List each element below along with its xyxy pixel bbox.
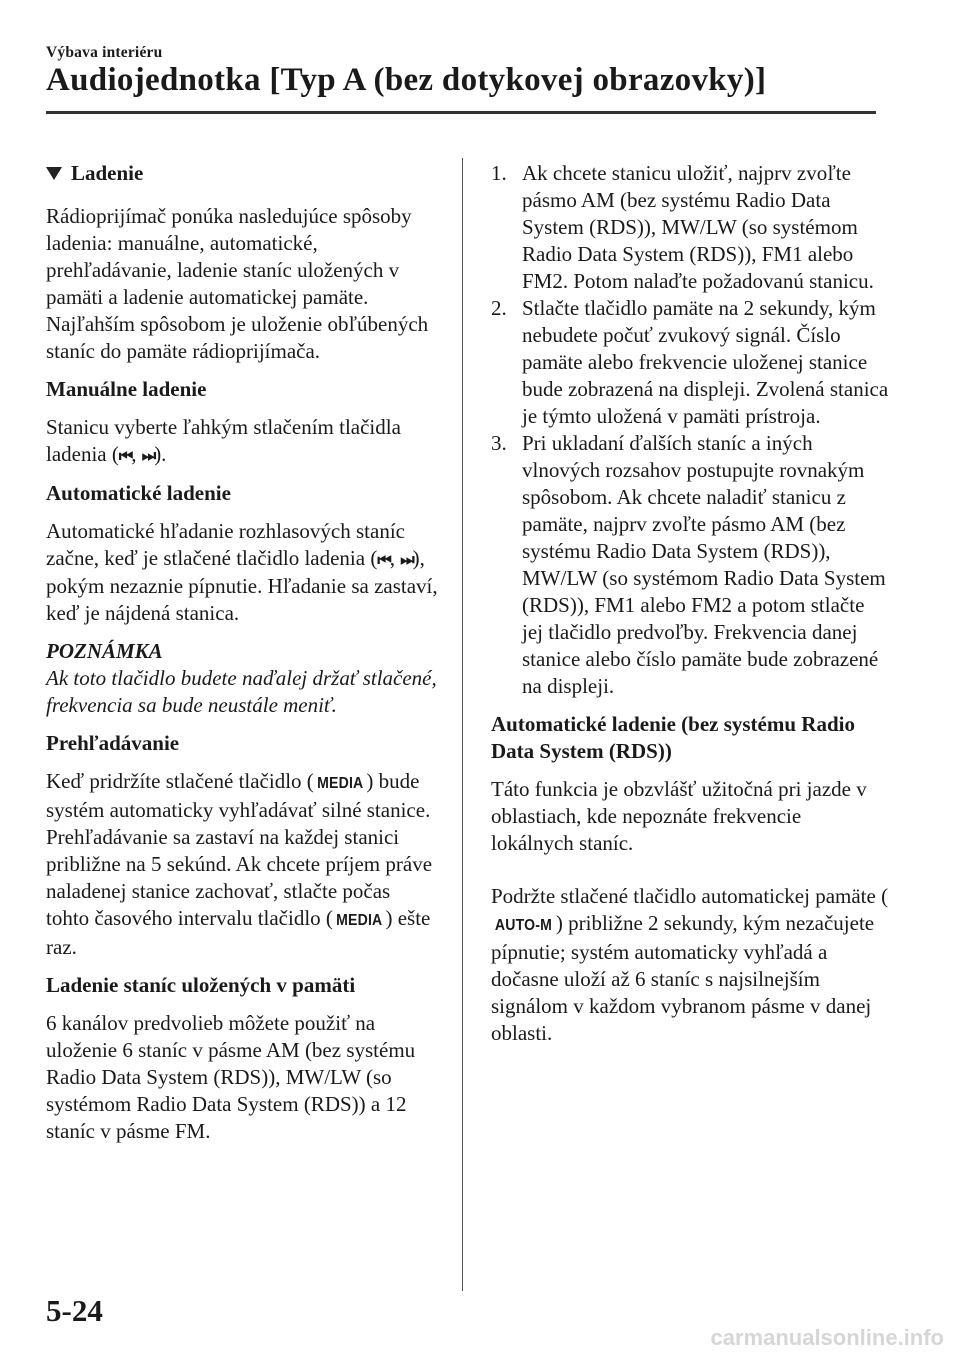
column-divider [462,158,463,1291]
down-triangle-icon [46,167,62,180]
preset-tuning-heading: Ladenie staníc uložených v pamäti [46,973,356,997]
page-title: Audiojednotka [Typ A (bez dotykovej obrazovky)] [46,62,767,98]
note-text: Ak toto tlačidlo budete naďalej držať stlačené, frekvencia sa bude neustále meniť. [46,666,437,717]
seek-tuning-paragraph: Automatické hľadanie rozhlasových staníc začne, keď je stlačené tlačidlo ladenia (⏮, ⏭), pokým nezaznie pípnutie. Hľadanie sa zastaví, keď je nájdená stanica. [46,519,438,625]
watermark: carmanualsonline.info [710,1325,944,1350]
manual-tuning-paragraph: Stanicu vyberte ľahkým stlačením tlačidla ladenia (⏮, ⏭). [46,415,401,466]
note-label: POZNÁMKA [46,639,163,663]
preset-tuning-paragraph: 6 kanálov predvolieb môžete použiť na uloženie 6 staníc v pásme AM (bez systému Radio Data System (RDS)), MW/LW (so systémom Radio Data System (RDS)) a 12 staníc v pásme FM. [46,1011,416,1143]
list-item: 1. Ak chcete stanicu uložiť, najprv zvoľte pásmo AM (bez systému Radio Data System (RDS)), MW/LW (so systémom Radio Data System (RDS)), FM1 alebo FM2. Potom nalaďte požadovanú stanicu. [491,161,874,293]
list-item: 3. Pri ukladaní ďalších staníc a iných vlnových rozsahov postupujte rovnakým spôsobom. Ak chcete naladiť stanicu z pamäte, najprv zvoľte pásmo AM (bez systému Radio Data System (RDS)), MW/LW (so systémom Radio Data System (RDS)), FM1 alebo FM2 a potom stlačte jej tlačidlo predvoľby. Frekvencia danej stanice alebo číslo pamäte bude zobrazené na displeji. [491,431,886,698]
steps-list [491,160,889,700]
media-button-label: MEDIA [336,912,383,929]
auto-memory-paragraph: Podržte stlačené tlačidlo automatickej pamäte (AUTO-M ) približne 2 sekundy, kým nezačujete pípnutie; systém automaticky vyhľadá a dočasne uloží až 6 staníc s najsilnejším signálom v každom vybranom pásme v danej oblasti. [491,884,889,1045]
skip-back-icon: ⏮ [377,550,390,569]
section-label: Výbava interiéru [46,44,163,61]
scan-paragraph: Keď pridržíte stlačené tlačidlo ( MEDIA ) bude systém automaticky vyhľadávať silné stanice. Prehľadávanie sa zastaví na každej stanici približne na 5 sekúnd. Ak chcete príjem práve naladenej stanice zachovať, stlačte počas tohto časového intervalu tlačidlo ( MEDIA ) ešte raz. [46,769,433,959]
title-rule [46,111,876,114]
right-column [491,160,889,1047]
seek-tuning-heading: Automatické ladenie [46,481,231,505]
ladenie-heading-text: Ladenie [71,161,144,185]
page-number: 5-24 [46,1293,103,1328]
auto-tuning-heading: Automatické ladenie (bez systému Radio Data System (RDS)) [491,712,855,763]
intro-paragraph: Rádioprijímač ponúka nasledujúce spôsoby ladenia: manuálne, automatické, prehľadávanie, ladenie staníc uložených v pamäti a ladenie automatickej pamäte. Najľahším spôsobom je uloženie obľúbených staníc do pamäte rádioprijímača. [46,204,429,363]
left-column [46,160,438,1145]
ladenie-heading [46,160,438,187]
auto-m-button-label: AUTO-M [494,917,553,934]
auto-tuning-paragraph: Táto funkcia je obzvlášť užitočná pri jazde v oblastiach, kde nepoznáte frekvencie lokálnych staníc. [491,777,867,855]
manual-tuning-heading: Manuálne ladenie [46,377,207,401]
list-item: 2. Stlačte tlačidlo pamäte na 2 sekundy, kým nebudete počuť zvukový signál. Číslo pamäte alebo frekvencie uloženej stanice bude zobrazená na displeji. Zvolená stanica je týmto uložená v pamäti prístroja. [491,296,889,428]
media-button-label: MEDIA [316,775,364,792]
skip-back-icon: ⏮ [118,446,132,465]
skip-forward-icon: ⏭ [400,550,413,569]
skip-forward-icon: ⏭ [141,446,155,465]
scan-heading: Prehľadávanie [46,731,180,755]
